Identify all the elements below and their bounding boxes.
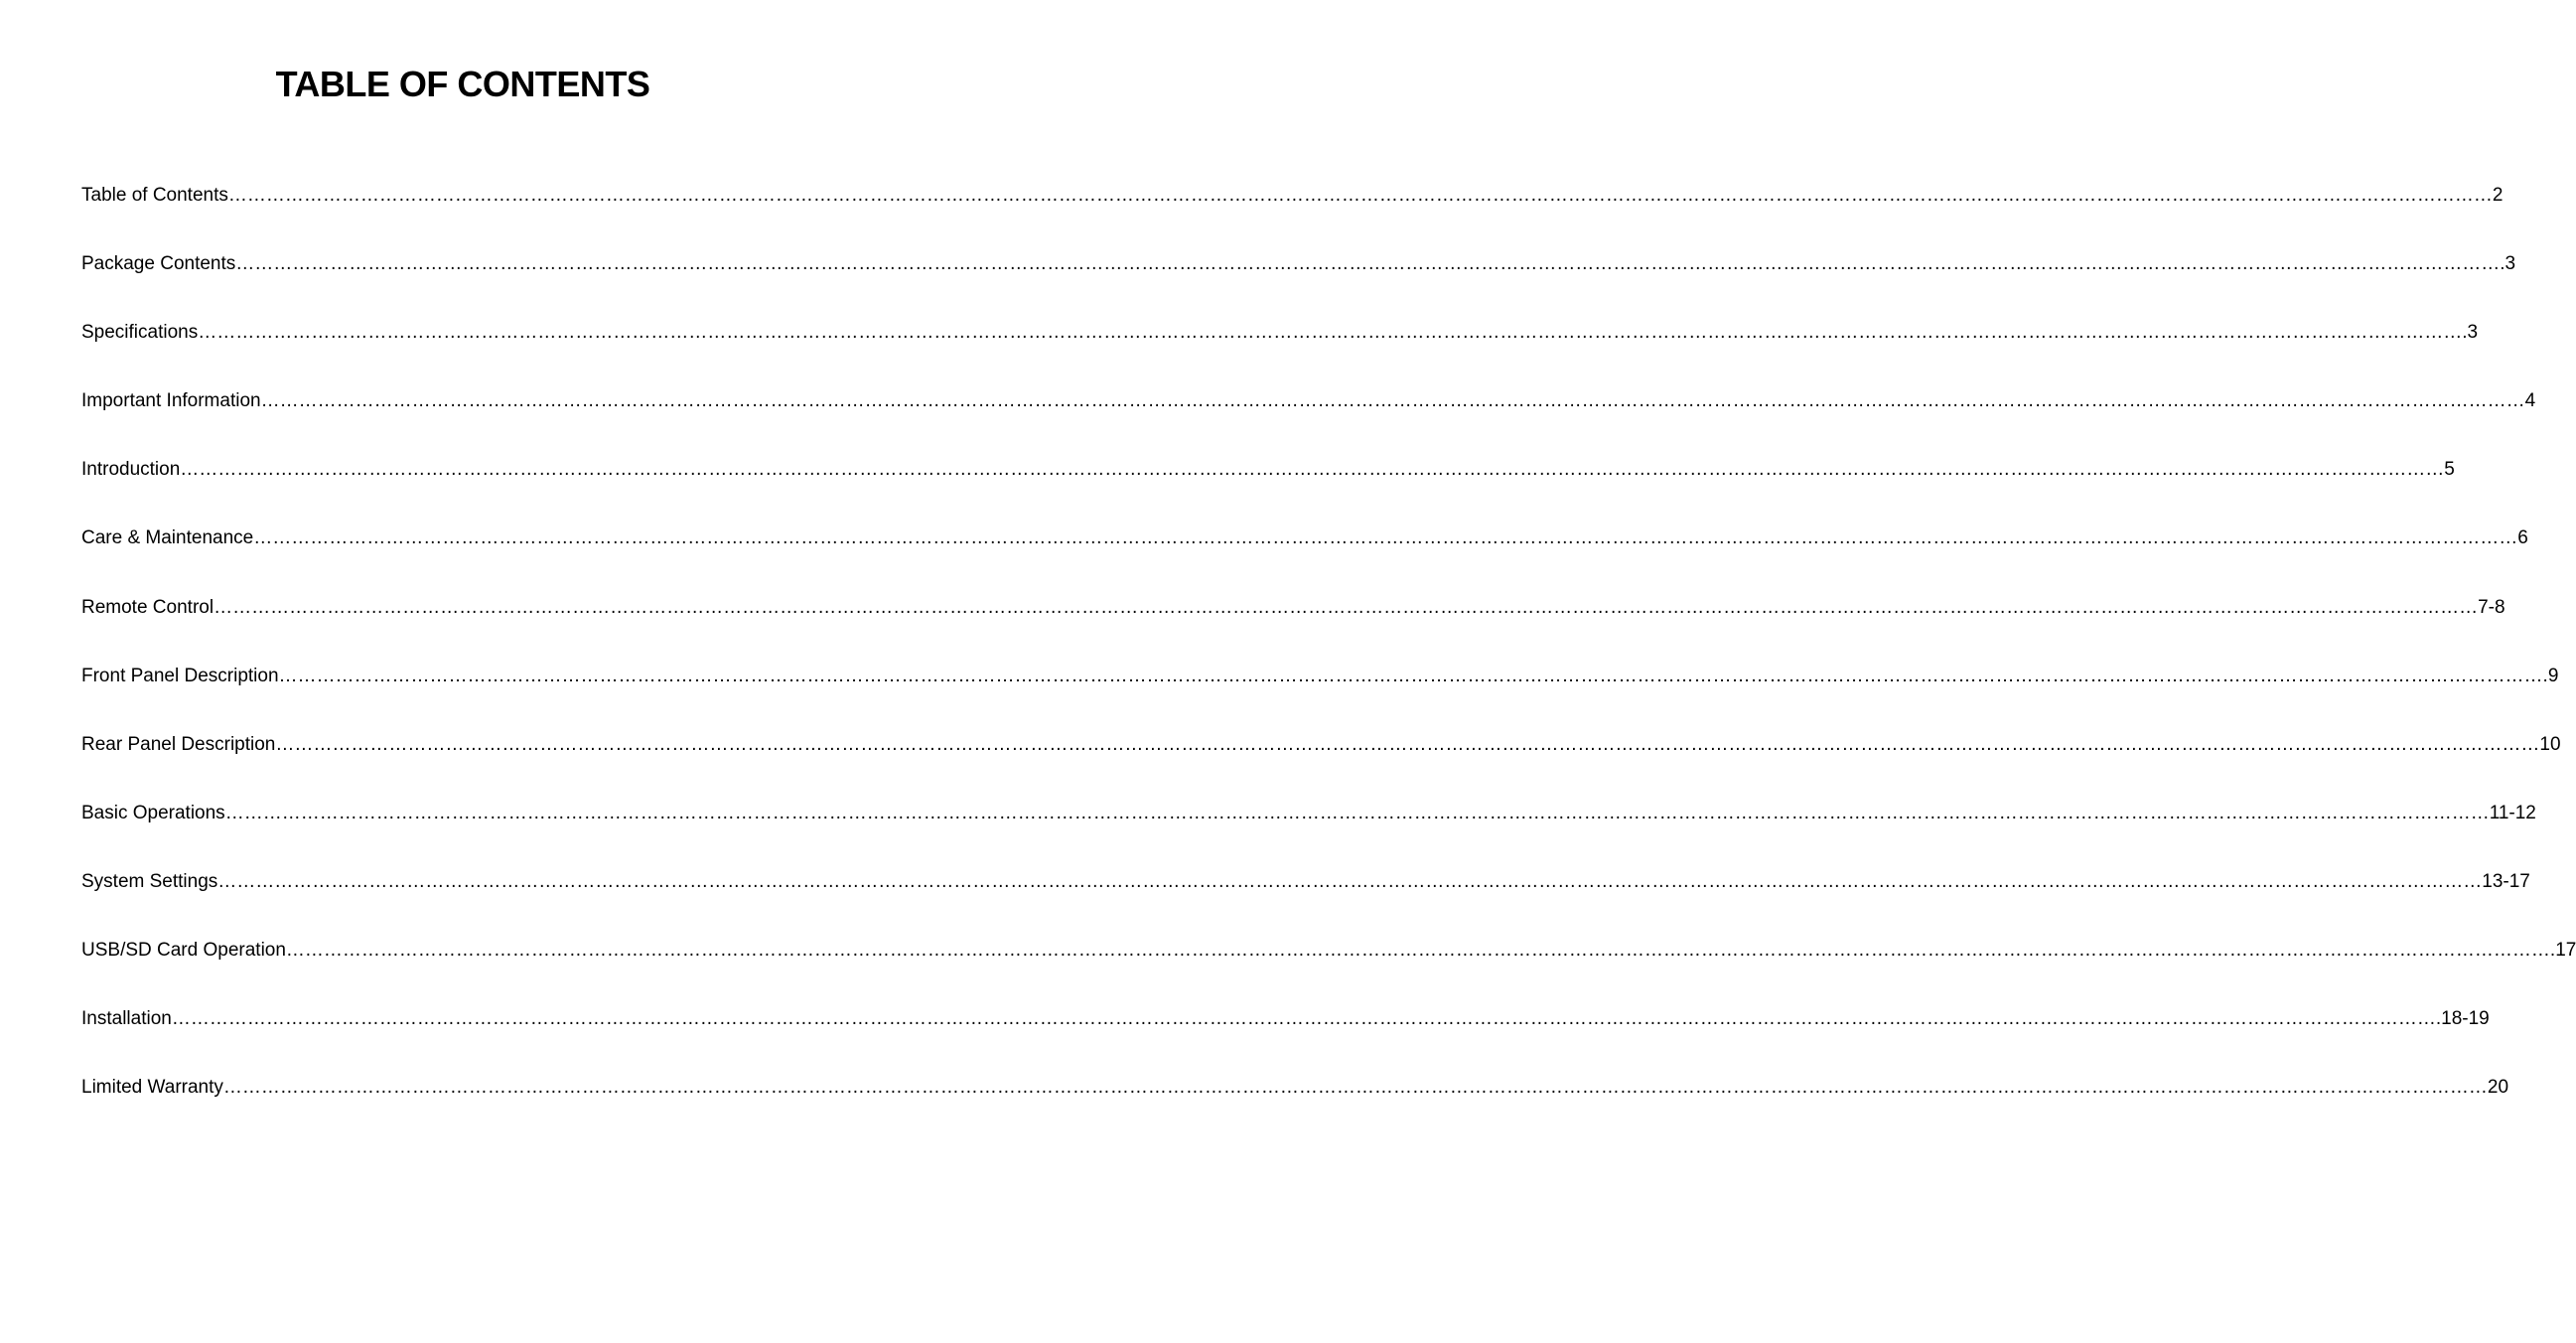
toc-entry-label: Care & Maintenance <box>81 527 254 549</box>
toc-entry-label: Rear Panel Description <box>81 733 276 755</box>
toc-entry-label: Remote Control <box>81 596 215 618</box>
toc-dot-leader: ……………………………………………………………………………………………………………………………………………………………………………………………………………………………………………………………………………………………………………………………… <box>180 459 2445 481</box>
toc-dot-leader: ……………………………………………………………………………………………………………………………………………………………………………………………………………………………………………………………………………………………………………………………… <box>278 665 2543 686</box>
toc-entry-page-number: 11-12 <box>2489 802 2536 823</box>
toc-entry-label: Important Information <box>81 390 261 412</box>
toc-entry-page-number: 6 <box>2517 527 2528 549</box>
toc-dot-leader: ……………………………………………………………………………………………………………………………………………………………………………………………………………………………………………………………………………………………………………………………… <box>171 1008 2436 1030</box>
toc-entry-label: USB/SD Card Operation <box>81 940 286 962</box>
toc-dot-leader: ……………………………………………………………………………………………………………………………………………………………………………………………………………………………………………………………………………………………………………………………… <box>227 185 2493 206</box>
toc-entry-label: Introduction <box>81 459 181 481</box>
toc-entry[interactable] <box>81 593 2505 662</box>
toc-dot-leader: ……………………………………………………………………………………………………………………………………………………………………………………………………………………………………………………………………………………………………………………………… <box>260 390 2525 412</box>
toc-entry[interactable] <box>81 662 2559 730</box>
toc-entry-label: Table of Contents <box>81 185 228 206</box>
toc-entry-page-number: 5 <box>2444 459 2455 481</box>
toc-entry-page-number: 7-8 <box>2478 596 2505 618</box>
toc-entry-page-number: 20 <box>2487 1077 2509 1099</box>
toc-dot-leader: ……………………………………………………………………………………………………………………………………………………………………………………………………………………………………………………………………………………………………………………………… <box>198 322 2463 344</box>
toc-dot-leader: ……………………………………………………………………………………………………………………………………………………………………………………………………………………………………………………………………………………………………………………………… <box>222 1077 2488 1099</box>
toc-entry-page-number: 10 <box>2539 733 2561 755</box>
toc-entry-page-number: 4 <box>2524 390 2536 412</box>
toc-entry-label: Basic Operations <box>81 802 225 823</box>
toc-entry-label: Package Contents <box>81 253 236 275</box>
toc-entry[interactable] <box>81 386 2536 455</box>
toc-entry[interactable] <box>81 730 2561 799</box>
toc-entry[interactable] <box>81 1073 2509 1141</box>
toc-entry[interactable] <box>81 181 2504 249</box>
toc-dot-leader: ……………………………………………………………………………………………………………………………………………………………………………………………………………………………………………………………………………………………………………………………… <box>285 940 2550 962</box>
toc-entry[interactable] <box>81 867 2530 936</box>
toc-entry[interactable] <box>81 936 2576 1004</box>
toc-entry-page-number: 2 <box>2492 185 2504 206</box>
toc-entry-label: Front Panel Description <box>81 665 279 686</box>
toc-entry[interactable] <box>81 249 2516 318</box>
toc-entry[interactable] <box>81 523 2528 592</box>
toc-entry-page-number: .9 <box>2542 665 2559 686</box>
toc-entry[interactable] <box>81 799 2536 867</box>
toc-entry-page-number: .18-19 <box>2435 1008 2490 1030</box>
toc-entry-page-number: .3 <box>2462 322 2479 344</box>
toc-dot-leader: ……………………………………………………………………………………………………………………………………………………………………………………………………………………………………………………………………………………………………………………………… <box>217 870 2483 892</box>
toc-dot-leader: ……………………………………………………………………………………………………………………………………………………………………………………………………………………………………………………………………………………………………………………………… <box>235 253 2501 275</box>
toc-dot-leader: ……………………………………………………………………………………………………………………………………………………………………………………………………………………………………………………………………………………………………………………………… <box>224 802 2490 823</box>
toc-entry-page-number: 13-17 <box>2482 870 2530 892</box>
toc-entry-label: System Settings <box>81 870 218 892</box>
page-title: TABLE OF CONTENTS <box>275 64 650 104</box>
toc-entry[interactable] <box>81 455 2455 523</box>
toc-list <box>81 181 2576 1141</box>
toc-entry[interactable] <box>81 318 2479 386</box>
toc-dot-leader: ……………………………………………………………………………………………………………………………………………………………………………………………………………………………………………………………………………………………………………………………… <box>214 596 2479 618</box>
toc-entry-label: Installation <box>81 1008 172 1030</box>
toc-entry-page-number: .3 <box>2500 253 2516 275</box>
toc-dot-leader: ……………………………………………………………………………………………………………………………………………………………………………………………………………………………………………………………………………………………………………………………… <box>275 733 2540 755</box>
toc-entry-label: Specifications <box>81 322 199 344</box>
toc-dot-leader: ……………………………………………………………………………………………………………………………………………………………………………………………………………………………………………………………………………………………………………………………… <box>253 527 2518 549</box>
toc-entry-label: Limited Warranty <box>81 1077 223 1099</box>
toc-entry-page-number: .17 <box>2549 940 2576 962</box>
toc-entry[interactable] <box>81 1004 2490 1073</box>
